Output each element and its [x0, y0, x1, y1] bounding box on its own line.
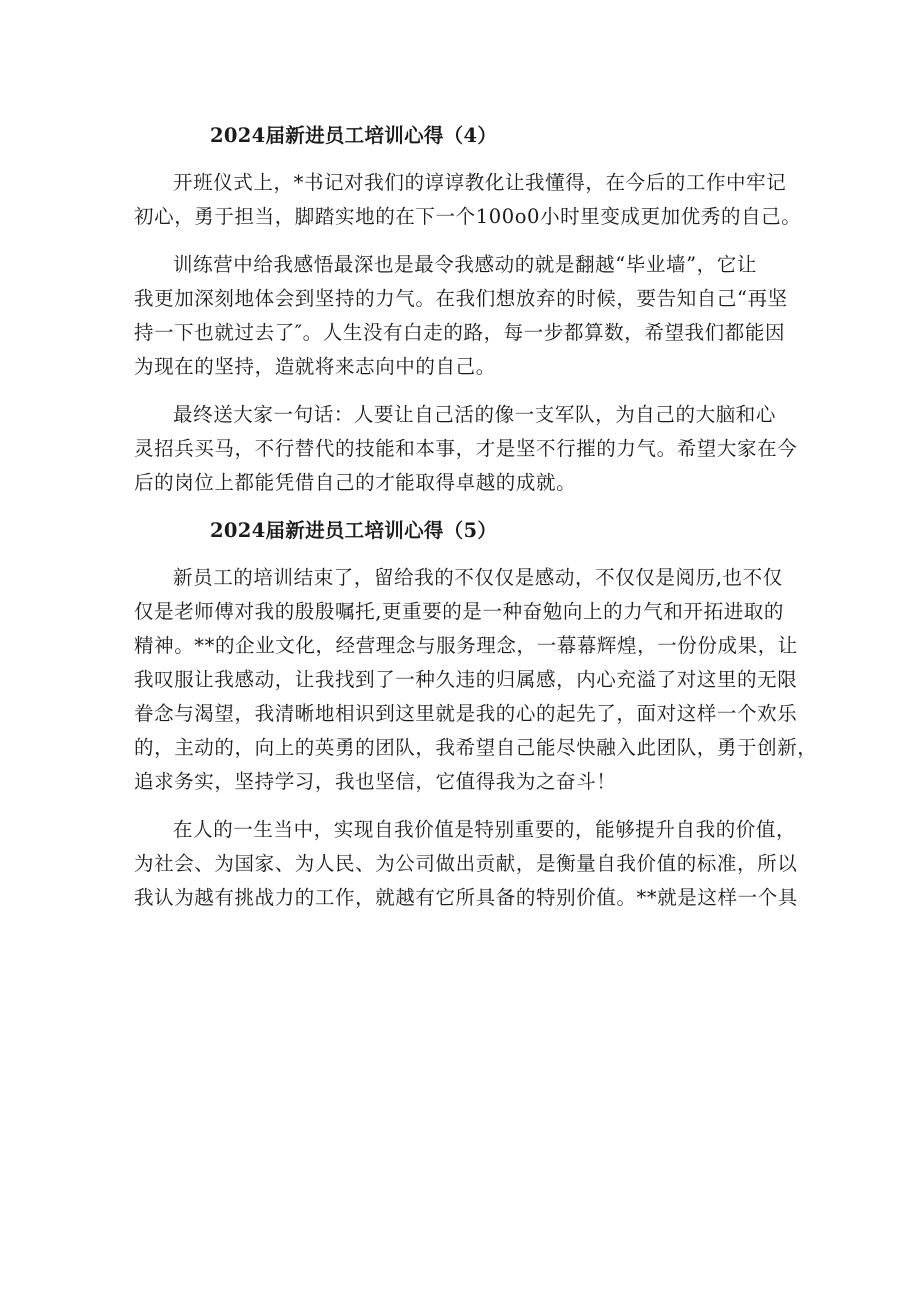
paragraph [134, 813, 798, 915]
text-line: 仅是老师傅对我的殷殷嘱托,更重要的是一种奋勉向上的力气和开拓进取的 [134, 600, 784, 623]
text-line: 训练营中给我感悟最深也是最令我感动的就是翻越“毕业墙”，它让 [173, 253, 757, 276]
text-line: 后的岗位上都能凭借自己的才能取得卓越的成就。 [134, 471, 577, 494]
text-line: 精神。**的企业文化，经营理念与服务理念，一幕幕辉煌，一份份成果，让 [134, 634, 798, 657]
section-heading-4: 2024届新进员工培训心得（4） [210, 124, 498, 147]
text-line: 我更加深刻地体会到坚持的力气。在我们想放弃的时候，要告知自己“再坚 [134, 287, 788, 310]
text-line: 追求务实，坚持学习，我也坚信，它值得我为之奋斗！ [134, 770, 617, 793]
text-line: 在人的一生当中，实现自我价值是特别重要的，能够提升自我的价值， [173, 818, 797, 841]
text-line: 为现在的坚持，造就将来志向中的自己。 [134, 355, 496, 378]
text-line: 的，主动的，向上的英勇的团队，我希望自己能尽快融入此团队，勇于创新， [134, 736, 818, 759]
text-line: 灵招兵买马，不行替代的技能和本事，才是坚不行摧的力气。希望大家在今 [134, 437, 798, 460]
text-line: 最终送大家一句话：人要让自己活的像一支军队，为自己的大脑和心 [173, 403, 777, 426]
section-heading-5: 2024届新进员工培训心得（5） [210, 519, 498, 542]
paragraph [134, 561, 818, 799]
text-line: 为社会、为国家、为人民、为公司做出贡献，是衡量自我价值的标准，所以 [134, 852, 798, 875]
text-line: 眷念与渴望，我清晰地相识到这里就是我的心的起先了，面对这样一个欢乐 [134, 702, 798, 725]
paragraph [134, 248, 794, 384]
paragraph [134, 166, 802, 234]
text-line: 开班仪式上，*书记对我们的谆谆教化让我懂得，在今后的工作中牢记 [173, 171, 787, 194]
text-line: 新员工的培训结束了，留给我的不仅仅是感动，不仅仅是阅历,也不仅 [173, 566, 783, 589]
text-line: 我叹服让我感动，让我找到了一种久违的归属感，内心充溢了对这里的无限 [134, 668, 798, 691]
text-line: 持一下也就过去了″。人生没有白走的路，每一步都算数，希望我们都能因 [134, 321, 786, 344]
text-line: 我认为越有挑战力的工作，就越有它所具备的特别价值。**就是这样一个具 [134, 886, 798, 909]
text-line: 初心，勇于担当，脚踏实地的在下一个100o0小时里变成更加优秀的自己。 [134, 205, 802, 228]
paragraph [134, 398, 798, 500]
document-body [134, 119, 818, 915]
